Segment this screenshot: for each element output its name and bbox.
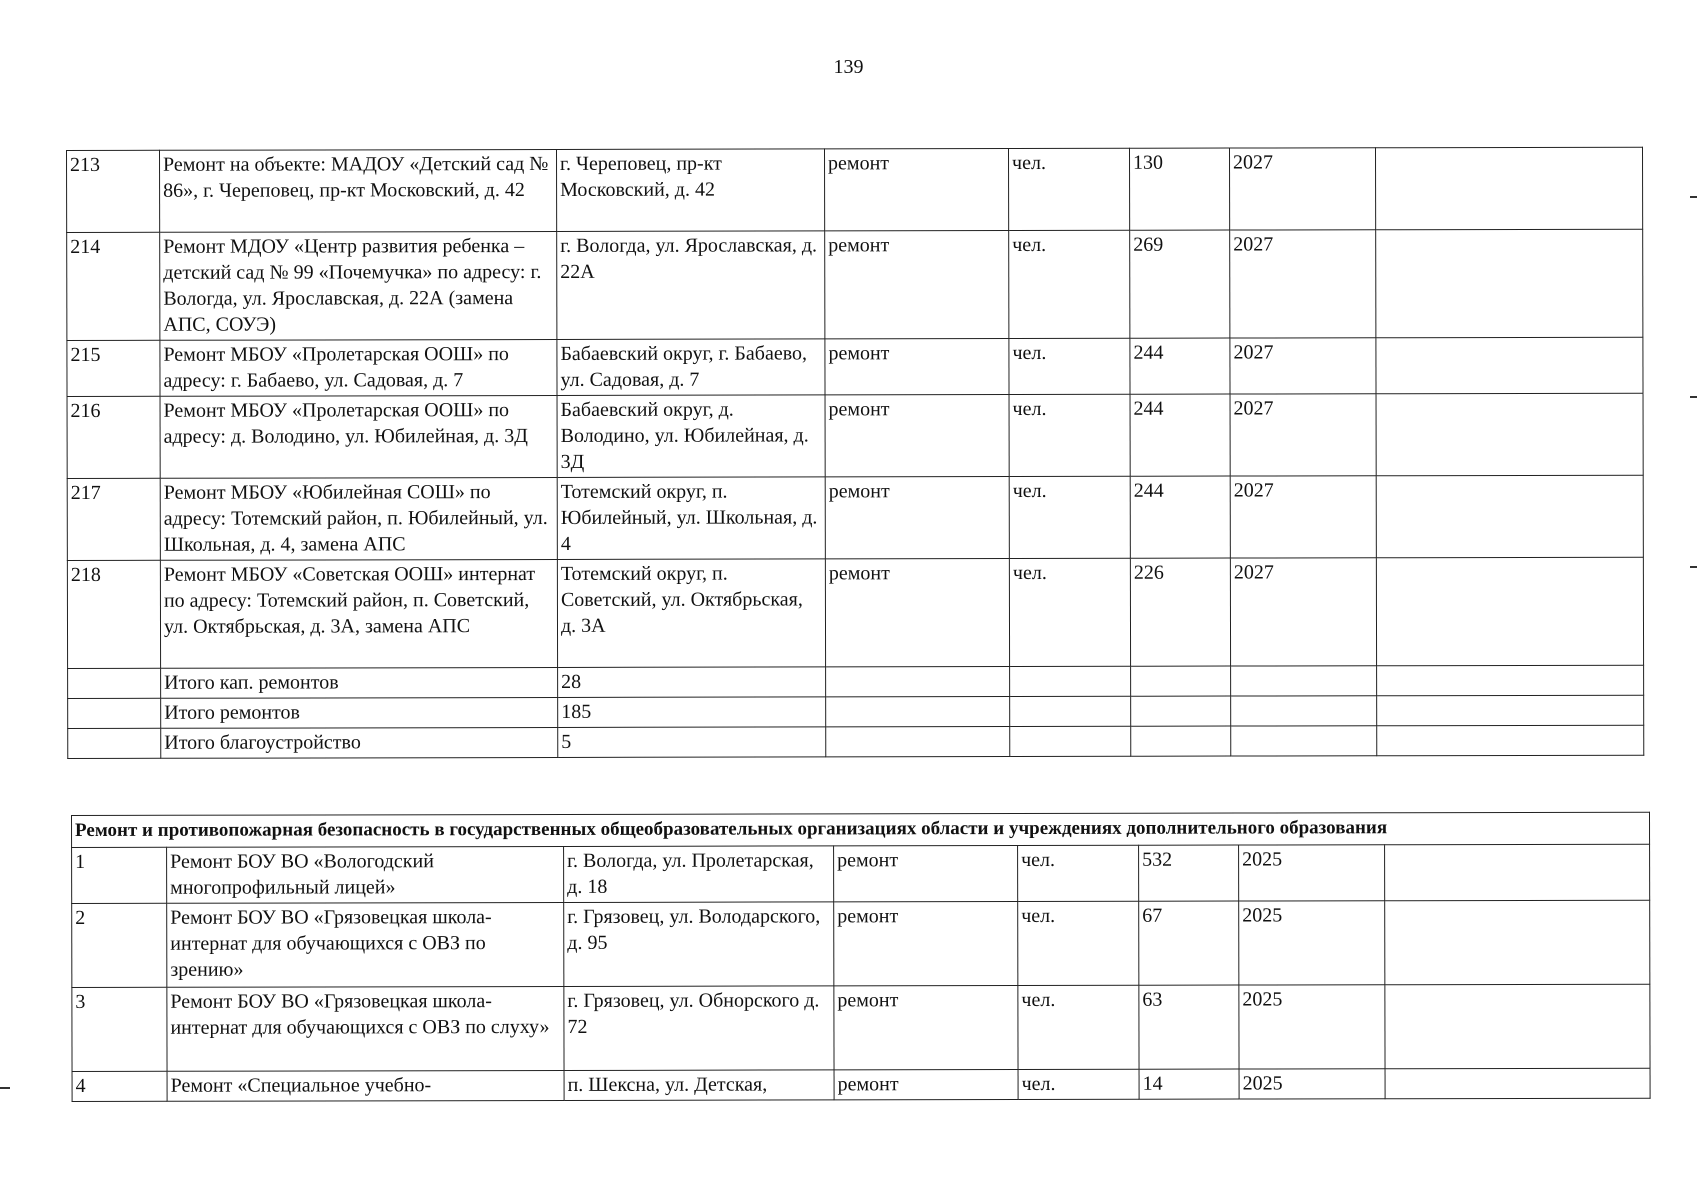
quantity: 244	[1130, 338, 1230, 394]
empty-cell	[1010, 696, 1131, 726]
table-row	[67, 557, 1643, 668]
quantity: 67	[1139, 901, 1239, 985]
table-row	[67, 147, 1643, 232]
empty-cell	[1010, 726, 1131, 756]
work-type: ремонт	[825, 477, 1009, 559]
year: 2027	[1230, 558, 1376, 666]
section-title: Ремонт и противопожарная безопасность в государственных общеобразовательных организациях области и учреждениях дополнительного образования	[72, 812, 1650, 847]
extra-cell	[1375, 147, 1642, 230]
quantity: 226	[1130, 558, 1230, 666]
totals-label: Итого благоустройство	[161, 727, 558, 758]
extra-cell	[1385, 844, 1650, 901]
unit: чел.	[1009, 230, 1130, 338]
empty-cell	[1377, 725, 1644, 756]
quantity: 130	[1129, 148, 1229, 230]
extra-cell	[1385, 1068, 1650, 1099]
work-type: ремонт	[825, 395, 1009, 477]
unit: чел.	[1009, 338, 1130, 394]
unit: чел.	[1009, 558, 1130, 666]
object-address: г. Вологда, ул. Ярославская, д. 22А	[557, 231, 825, 340]
table-row	[67, 475, 1643, 560]
object-name: Ремонт МДОУ «Центр развития ребенка – детский сад № 99 «Почемучка» по адресу: г. Вологда, ул. Ярославская, д. 22А (замена АПС, СОУЭ)	[160, 231, 557, 340]
object-address: п. Шексна, ул. Детская,	[564, 1070, 834, 1101]
quantity: 244	[1130, 394, 1230, 476]
scan-edge-mark	[1690, 196, 1697, 198]
work-type: ремонт	[834, 902, 1018, 986]
extra-cell	[1376, 229, 1643, 338]
year: 2027	[1230, 394, 1376, 476]
table-row	[72, 984, 1650, 1071]
object-address: г. Грязовец, ул. Володарского, д. 95	[564, 902, 834, 987]
table-row	[72, 900, 1650, 987]
scan-edge-mark	[1690, 396, 1697, 398]
totals-row	[68, 665, 1644, 698]
object-address: г. Череповец, пр-кт Московский, д. 42	[557, 149, 825, 232]
quantity: 14	[1139, 1069, 1239, 1099]
page-number: 139	[833, 56, 864, 78]
work-type: ремонт	[834, 1070, 1018, 1100]
empty-cell	[1131, 726, 1231, 756]
table-row	[72, 1068, 1650, 1101]
extra-cell	[1385, 984, 1650, 1069]
object-name: Ремонт БОУ ВО «Вологодский многопрофильный лицей»	[167, 846, 564, 903]
year: 2027	[1230, 476, 1376, 558]
object-name: Ремонт МБОУ «Пролетарская ООШ» по адресу: д. Володино, ул. Юбилейная, д. 3Д	[160, 395, 557, 478]
row-number: 3	[72, 987, 167, 1071]
quantity: 532	[1139, 845, 1239, 901]
year: 2027	[1230, 338, 1376, 394]
totals-value: 28	[558, 667, 826, 698]
work-type: ремонт	[825, 559, 1009, 667]
totals-value: 185	[558, 697, 826, 728]
empty-cell	[1131, 696, 1231, 726]
totals-row	[68, 725, 1644, 758]
work-type: ремонт	[825, 339, 1009, 395]
row-number: 214	[67, 232, 160, 340]
totals-row	[68, 695, 1644, 728]
unit: чел.	[1009, 476, 1130, 558]
quantity: 244	[1130, 476, 1230, 558]
work-type: ремонт	[834, 846, 1018, 902]
table-row	[72, 844, 1650, 903]
year: 2027	[1230, 230, 1376, 338]
row-number: 2	[72, 903, 167, 987]
extra-cell	[1376, 337, 1643, 394]
object-name: Ремонт МБОУ «Советская ООШ» интернат по адресу: Тотемский район, п. Советский, ул. Октябрьская, д. 3А, замена АПС	[160, 559, 557, 668]
object-address: Тотемский округ, п. Юбилейный, ул. Школьная, д. 4	[557, 477, 825, 560]
unit: чел.	[1018, 1069, 1139, 1099]
empty-cell	[1010, 666, 1131, 696]
unit: чел.	[1008, 148, 1129, 230]
state-organizations-table	[71, 812, 1651, 1102]
scan-edge-mark	[1690, 566, 1697, 568]
empty-cell	[826, 667, 1010, 697]
section-header-row	[72, 812, 1650, 847]
empty-cell	[1377, 695, 1644, 726]
empty-cell	[1377, 665, 1644, 696]
totals-label: Итого кап. ремонтов	[161, 667, 558, 698]
object-name: Ремонт «Специальное учебно-	[167, 1070, 564, 1101]
object-name: Ремонт МБОУ «Пролетарская ООШ» по адресу: г. Бабаево, ул. Садовая, д. 7	[160, 339, 557, 396]
year: 2025	[1239, 985, 1385, 1069]
table-row	[67, 229, 1643, 340]
extra-cell	[1376, 393, 1643, 476]
object-address: Бабаевский округ, г. Бабаево, ул. Садовая, д. 7	[557, 339, 825, 396]
totals-label: Итого ремонтов	[161, 697, 558, 728]
work-type: ремонт	[825, 231, 1009, 339]
unit: чел.	[1009, 394, 1130, 476]
work-type: ремонт	[824, 149, 1008, 231]
year: 2025	[1239, 901, 1385, 985]
object-address: Бабаевский округ, д. Володино, ул. Юбилейная, д. 3Д	[557, 395, 825, 478]
year: 2025	[1239, 1069, 1385, 1099]
totals-value: 5	[558, 727, 826, 758]
year: 2025	[1239, 845, 1385, 901]
object-name: Ремонт БОУ ВО «Грязовецкая школа-интернат для обучающихся с ОВЗ по слуху»	[167, 986, 564, 1071]
object-address: Тотемский округ, п. Советский, ул. Октябрьская, д. 3А	[557, 559, 825, 668]
object-name: Ремонт на объекте: МАДОУ «Детский сад № 86», г. Череповец, пр-кт Московский, д. 42	[160, 149, 557, 232]
unit: чел.	[1018, 985, 1139, 1069]
row-number: 4	[72, 1071, 167, 1101]
object-address: г. Вологда, ул. Пролетарская, д. 18	[564, 846, 834, 903]
empty-cell	[68, 668, 161, 698]
row-number: 1	[72, 847, 167, 903]
objects-table	[66, 147, 1644, 759]
quantity: 269	[1130, 230, 1230, 338]
table-row	[67, 337, 1643, 396]
empty-cell	[68, 728, 161, 758]
empty-cell	[1231, 666, 1377, 696]
unit: чел.	[1018, 901, 1139, 985]
row-number: 216	[67, 396, 160, 478]
object-name: Ремонт БОУ ВО «Грязовецкая школа-интернат для обучающихся с ОВЗ по зрению»	[167, 902, 564, 987]
empty-cell	[68, 698, 161, 728]
object-name: Ремонт МБОУ «Юбилейная СОШ» по адресу: Тотемский район, п. Юбилейный, ул. Школьная, д. 4, замена АПС	[160, 477, 557, 560]
table-row	[67, 393, 1643, 478]
unit: чел.	[1018, 845, 1139, 901]
empty-cell	[826, 727, 1010, 757]
extra-cell	[1385, 900, 1650, 985]
object-address: г. Грязовец, ул. Обнорского д. 72	[564, 986, 834, 1071]
quantity: 63	[1139, 985, 1239, 1069]
year: 2027	[1229, 148, 1375, 230]
row-number: 215	[67, 340, 160, 396]
row-number: 217	[67, 478, 160, 560]
scan-edge-mark	[0, 1087, 10, 1089]
empty-cell	[1131, 666, 1231, 696]
extra-cell	[1376, 557, 1643, 666]
extra-cell	[1376, 475, 1643, 558]
empty-cell	[826, 697, 1010, 727]
work-type: ремонт	[834, 986, 1018, 1070]
empty-cell	[1231, 726, 1377, 756]
row-number: 218	[67, 560, 160, 668]
empty-cell	[1231, 696, 1377, 726]
row-number: 213	[67, 150, 160, 232]
